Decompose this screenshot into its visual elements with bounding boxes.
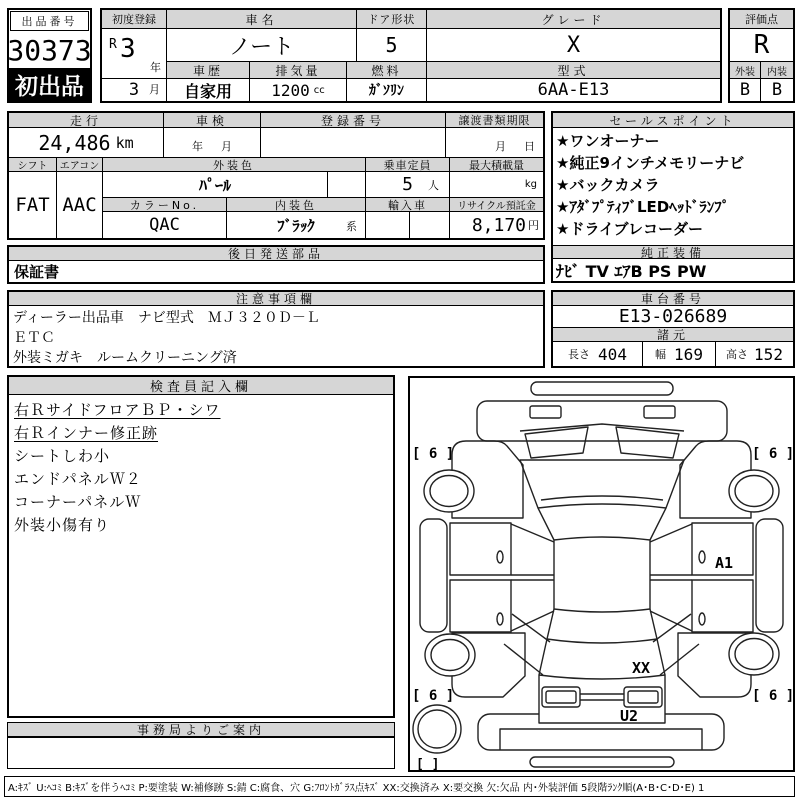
auction-number-label: 出品番号 bbox=[10, 11, 89, 31]
interior-color-cell bbox=[227, 212, 366, 238]
recycle-unit: 円 bbox=[528, 219, 539, 232]
sales-point-item: ★ｱﾀﾞﾌﾟﾃｨﾌﾞLEDﾍｯﾄﾞﾗﾝﾌﾟ bbox=[556, 198, 730, 216]
auction-number-block bbox=[7, 8, 92, 103]
displacement-unit: cc bbox=[313, 84, 325, 96]
shaken-cell bbox=[164, 128, 261, 158]
recycle-cell bbox=[450, 212, 543, 238]
interior-grade-label: 内装 bbox=[761, 62, 793, 79]
capacity-unit: 人 bbox=[428, 179, 439, 192]
right-wiper-panel bbox=[616, 427, 679, 458]
door-shape-label: ドア形状 bbox=[357, 10, 427, 29]
transfer-docs-cell bbox=[446, 128, 543, 158]
sales-point-item: ★ワンオーナー bbox=[556, 132, 660, 150]
exterior-grade-value: B bbox=[730, 79, 761, 101]
front-bumper-strip bbox=[531, 382, 673, 395]
chassis-value: E13-026689 bbox=[553, 306, 793, 328]
rear-lower-strip bbox=[530, 757, 674, 767]
rear-left-tire bbox=[425, 634, 475, 676]
import-cell-1 bbox=[366, 212, 410, 238]
sales-points-box bbox=[551, 111, 795, 283]
office-label: 事務局よりご案内 bbox=[8, 723, 394, 738]
shift-value: FAT bbox=[9, 172, 57, 238]
displacement-label: 排気量 bbox=[250, 62, 347, 79]
fuel-label: 燃料 bbox=[347, 62, 427, 79]
left-front-door-handle bbox=[497, 551, 503, 563]
front-left-tire bbox=[424, 470, 474, 512]
reg-number-label: 登録番号 bbox=[261, 113, 446, 128]
left-sill bbox=[420, 519, 447, 632]
first-reg-month-unit: 月 bbox=[149, 83, 160, 96]
sales-points-label: セールスポイント bbox=[553, 113, 793, 128]
tire-depth-rear-left: [ 6 ] bbox=[412, 688, 455, 704]
note-line: ＥＴＣ bbox=[13, 330, 55, 346]
inspector-list bbox=[14, 399, 393, 537]
length-cell bbox=[553, 342, 643, 366]
height-value: 152 bbox=[754, 344, 783, 364]
left-wiper-panel bbox=[525, 427, 588, 458]
width-value: 169 bbox=[674, 344, 703, 364]
score-box bbox=[728, 8, 795, 103]
maxload-cell bbox=[450, 172, 543, 198]
right-fold-lines bbox=[650, 524, 692, 631]
displacement-cell bbox=[250, 79, 347, 101]
front-right-tire bbox=[729, 470, 779, 512]
aircon-label: エアコン bbox=[57, 158, 103, 172]
first-reg-year: 3 bbox=[120, 34, 136, 64]
car-diagram bbox=[410, 378, 793, 770]
cowl-line bbox=[520, 424, 684, 431]
length-value: 404 bbox=[598, 344, 627, 364]
inspector-box bbox=[7, 375, 395, 718]
grade-label: グレード bbox=[427, 10, 720, 29]
first-reg-era: R bbox=[109, 37, 117, 52]
oem-equipment-label: 純正装備 bbox=[553, 245, 793, 259]
rear-right-tire bbox=[729, 633, 779, 675]
shaken-month-unit: 月 bbox=[221, 140, 232, 153]
right-mirror bbox=[644, 406, 675, 418]
door-shape-value: 5 bbox=[357, 29, 427, 62]
left-rear-door-handle bbox=[497, 613, 503, 625]
width-cell bbox=[643, 342, 716, 366]
shaken-year-unit: 年 bbox=[192, 140, 203, 153]
score-label: 評価点 bbox=[730, 10, 793, 29]
left-mirror bbox=[530, 406, 561, 418]
length-label: 長さ bbox=[568, 348, 591, 361]
interior-color-suffix: 系 bbox=[346, 220, 357, 233]
import-cell-2 bbox=[410, 212, 450, 238]
damage-diagram-box bbox=[408, 376, 795, 772]
model-code-label: 型式 bbox=[427, 62, 720, 79]
chassis-label: 車台番号 bbox=[553, 292, 793, 306]
inspector-line: 右Ｒインナー修正跡 bbox=[14, 424, 159, 442]
exterior-grade-label: 外装 bbox=[730, 62, 761, 79]
damage-mark-a1: A1 bbox=[715, 554, 734, 572]
c-pillar-lines bbox=[547, 609, 657, 639]
note-line: 外装ミガキ ルームクリーニング済 bbox=[13, 350, 237, 366]
interior-color-label: 内装色 bbox=[227, 198, 366, 212]
score-value: R bbox=[730, 29, 793, 62]
note-line: ディーラー出品車 ナビ型式 ＭＪ３２０Ｄ－Ｌ bbox=[13, 310, 320, 326]
inspector-label: 検査員記入欄 bbox=[9, 377, 393, 395]
a-pillar-lines bbox=[538, 508, 666, 540]
mileage-label: 走行 bbox=[9, 113, 164, 128]
model-code-value: 6AA-E13 bbox=[537, 80, 610, 100]
inspector-line: エンドパネルＷ２ bbox=[14, 470, 142, 488]
fuel-value: ｶﾞｿﾘﾝ bbox=[347, 79, 427, 101]
car-name-value: ノート bbox=[167, 29, 357, 62]
exterior-color-value: ﾊﾟｰﾙ bbox=[103, 172, 328, 198]
car-name-label: 車名 bbox=[167, 10, 357, 29]
grade-value: X bbox=[427, 29, 720, 62]
color-no-label: カラーNo. bbox=[103, 198, 227, 212]
inspector-line: 右ＲサイドフロアＢＰ・シワ bbox=[14, 401, 221, 419]
first-reg-year-unit: 年 bbox=[150, 61, 161, 74]
right-front-door-handle bbox=[699, 551, 705, 563]
front-fascia bbox=[477, 401, 727, 441]
color-no-value: QAC bbox=[103, 212, 227, 238]
transfer-month-unit: 月 bbox=[495, 140, 506, 153]
first-reg-label: 初度登録 bbox=[102, 10, 167, 29]
damage-mark-u2: U2 bbox=[620, 707, 639, 725]
inspector-line: シートしわ小 bbox=[14, 447, 111, 465]
transfer-day-unit: 日 bbox=[524, 140, 535, 153]
rear-window-line bbox=[547, 639, 657, 643]
later-parts-label: 後日発送部品 bbox=[9, 247, 543, 261]
mileage-cell bbox=[9, 128, 164, 158]
mileage-unit: km bbox=[115, 133, 134, 152]
notes-label: 注意事項欄 bbox=[9, 292, 543, 306]
tire-depth-rear-right: [ 6 ] bbox=[752, 688, 793, 704]
recycle-value: 8,170 bbox=[471, 214, 526, 236]
width-label: 幅 bbox=[655, 348, 667, 361]
roof-panel bbox=[554, 537, 650, 612]
rear-bumper-inner-line bbox=[500, 729, 702, 750]
inspector-line: 外装小傷有り bbox=[14, 516, 111, 534]
later-parts-value: 保証書 bbox=[14, 263, 60, 281]
first-reg-year-cell bbox=[102, 29, 167, 79]
first-listing-badge: 初出品 bbox=[9, 68, 90, 101]
height-label: 高さ bbox=[726, 348, 749, 361]
chassis-box bbox=[551, 290, 795, 368]
office-box bbox=[7, 722, 395, 769]
displacement-value: 1200 bbox=[271, 80, 310, 100]
interior-grade-value: B bbox=[771, 80, 783, 100]
exterior-color-label: 外装色 bbox=[103, 158, 366, 172]
left-fold-lines bbox=[511, 524, 554, 631]
maxload-label: 最大積載量 bbox=[450, 158, 543, 172]
spare-tire-mark: [ ] bbox=[416, 757, 440, 770]
shaken-label: 車検 bbox=[164, 113, 261, 128]
mileage-value: 24,486 bbox=[38, 130, 111, 155]
exterior-color-extra-cell bbox=[328, 172, 366, 198]
recycle-label: リサイクル預託金 bbox=[450, 198, 543, 212]
tire-depth-front-right: [ 6 ] bbox=[752, 446, 793, 462]
dimensions-label: 諸元 bbox=[553, 328, 793, 342]
auction-number-value: 30373 bbox=[7, 33, 92, 67]
interior-color-value: ﾌﾞﾗｯｸ bbox=[277, 216, 315, 235]
notes-box bbox=[7, 290, 545, 368]
sales-point-item: ★純正9インチメモリーナビ bbox=[556, 154, 745, 172]
later-parts-box bbox=[7, 245, 545, 284]
right-sill bbox=[756, 519, 783, 632]
spec-table bbox=[7, 111, 545, 240]
windshield bbox=[520, 460, 684, 508]
vehicle-header-table bbox=[100, 8, 722, 103]
capacity-cell bbox=[366, 172, 450, 198]
sales-point-item: ★バックカメラ bbox=[556, 176, 660, 194]
import-label: 輸入車 bbox=[366, 198, 450, 212]
notes-list bbox=[13, 308, 543, 368]
tire-depth-front-left: [ 6 ] bbox=[412, 446, 455, 462]
sales-points-list bbox=[556, 130, 793, 240]
spare-tire bbox=[413, 705, 461, 753]
capacity-value: 5 bbox=[402, 174, 413, 195]
left-front-door bbox=[450, 523, 511, 575]
reg-number-cell bbox=[261, 128, 446, 158]
height-cell bbox=[716, 342, 793, 366]
legend-bar: A:ｷｽﾞ U:ﾍｺﾐ B:ｷｽﾞを伴うﾍｺﾐ P:要塗装 W:補修跡 S:錆 C:腐食、穴 G:ﾌﾛﾝﾄｶﾞﾗｽ点ｷｽﾞ XX:交換済み X:要交換 欠:欠品 内･外装評価 5段階ﾗﾝｸ順(A･B･C･D･E) 1 bbox=[4, 776, 795, 797]
first-reg-month-cell bbox=[102, 79, 167, 101]
maxload-unit: kg bbox=[524, 179, 537, 190]
sales-point-item: ★ドライブレコーダー bbox=[556, 220, 703, 238]
first-reg-month: 3 bbox=[128, 80, 140, 100]
history-value: 自家用 bbox=[167, 79, 250, 101]
capacity-label: 乗車定員 bbox=[366, 158, 450, 172]
right-rear-door-handle bbox=[699, 613, 705, 625]
oem-equipment-value: ﾅﾋﾞ TV ｴｱB PS PW bbox=[556, 261, 707, 281]
damage-mark-xx: XX bbox=[632, 659, 651, 677]
transfer-docs-label: 譲渡書類期限 bbox=[446, 113, 543, 128]
history-label: 車歴 bbox=[167, 62, 250, 79]
inspector-line: コーナーパネルＷ bbox=[14, 493, 142, 511]
rear-hatch-lower bbox=[539, 675, 665, 723]
windshield-lower-line bbox=[541, 496, 663, 500]
aircon-value: AAC bbox=[57, 172, 103, 238]
shift-label: シフト bbox=[9, 158, 57, 172]
